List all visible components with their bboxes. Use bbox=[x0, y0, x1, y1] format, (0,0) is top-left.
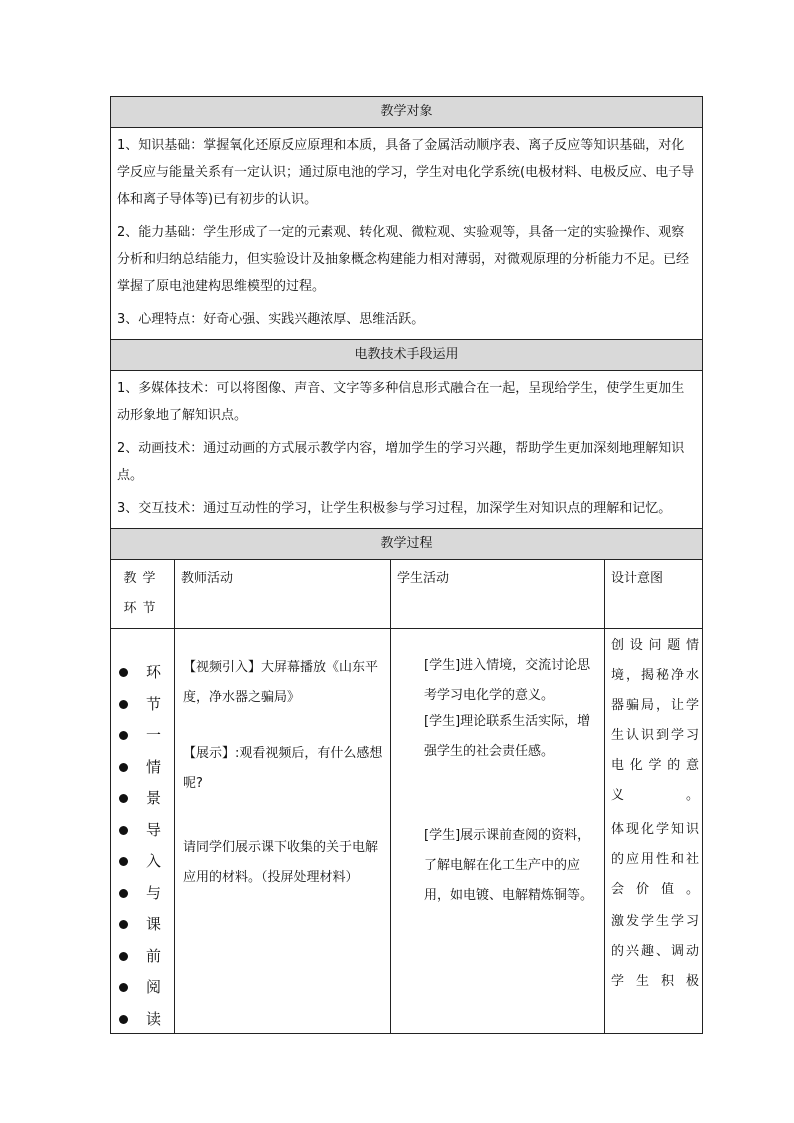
list-item bbox=[119, 972, 161, 1004]
stage-char: 与 bbox=[146, 883, 162, 902]
media-techniques-content bbox=[111, 371, 703, 529]
lesson-plan-table bbox=[110, 96, 703, 1034]
student-real-life: [学生]理论联系生活实际，增强学生的社会责任感。 bbox=[424, 714, 591, 759]
teacher-video-intro: 【视频引入】大屏幕播放《山东平度，净水器之骗局》 bbox=[183, 660, 379, 705]
bullet-icon bbox=[119, 1015, 128, 1024]
stage-char: 节 bbox=[146, 694, 162, 713]
bullet-icon bbox=[119, 889, 128, 898]
lesson-plan-page bbox=[110, 96, 702, 1034]
stage-char: 读 bbox=[146, 1009, 162, 1028]
section-header-media-techniques: 电教技术手段运用 bbox=[111, 340, 703, 371]
teacher-activity-cell bbox=[175, 629, 391, 1034]
stage-char: 阅 bbox=[146, 978, 162, 996]
teacher-show-prompt: 【展示】:观看视频后，有什么感想呢? bbox=[183, 746, 383, 791]
interaction-text: 3、交互技术：通过互动性的学习，让学生积极参与学习过程，加深学生对知识点的理解和记忆。 bbox=[117, 501, 672, 516]
bullet-icon bbox=[119, 700, 128, 709]
ability-basis-text: 2、能力基础：学生形成了一定的元素观、转化观、微粒观、实验观等，具备一定的实验操作、观察分析和归纳总结能力，但实验设计及抽象概念构建能力相对薄弱，对微观原理的分析能力不足。已经掌握了原电池建构思维模型的过程。 bbox=[117, 225, 690, 294]
knowledge-basis-text: 1、知识基础：掌握氧化还原反应原理和本质，具备了金属活动顺序表、离子反应等知识基础，对化学反应与能量关系有一定认识；通过原电池的学习，学生对电化学系统(电极材料、电极反应、电子导体和离子导体等)已有初步的认识。 bbox=[117, 138, 695, 207]
section-header-teaching-objects: 教学对象 bbox=[111, 97, 703, 128]
list-item bbox=[119, 657, 161, 689]
column-header-teacher: 教师活动 bbox=[175, 560, 391, 629]
list-item bbox=[119, 1004, 161, 1036]
list-item bbox=[119, 815, 161, 847]
bullet-icon bbox=[119, 826, 128, 835]
stage-char: 入 bbox=[146, 852, 162, 870]
multimedia-text: 1、多媒体技术：可以将图像、声音、文字等多种信息形式融合在一起，呈现给学生，使学生更加生动形象地了解知识点。 bbox=[117, 381, 685, 423]
stage-char: 环 bbox=[146, 663, 162, 681]
list-item bbox=[119, 909, 161, 941]
list-item bbox=[119, 689, 161, 721]
bullet-icon bbox=[119, 794, 128, 803]
bullet-icon bbox=[119, 731, 128, 740]
bullet-icon bbox=[119, 952, 128, 961]
column-header-stage: 教学环节 bbox=[111, 560, 175, 629]
bullet-icon bbox=[119, 920, 128, 929]
list-item bbox=[119, 752, 161, 784]
bullet-icon bbox=[119, 763, 128, 772]
student-situation: [学生]进入情境，交流讨论思考学习电化学的意义。 bbox=[424, 658, 591, 703]
student-show-materials: [学生]展示课前查阅的资料，了解电解在化工生产中的应用，如电镀、电解精炼铜等。 bbox=[424, 828, 594, 903]
bullet-icon bbox=[119, 668, 128, 677]
design-intent-cell bbox=[605, 629, 703, 1034]
design-intent-3 bbox=[611, 907, 699, 997]
stage-char: 导 bbox=[146, 820, 162, 839]
design-intent-2 bbox=[611, 815, 699, 905]
list-item bbox=[119, 878, 161, 910]
stage-char: 情 bbox=[146, 757, 162, 776]
design-intent-2-text: 体现化学知识的应用性和社会价值。 bbox=[611, 822, 699, 897]
bullet-icon bbox=[119, 983, 128, 992]
design-intent-1-text: 创设问题情境，揭秘净水器骗局，让学生认识到学习电化学的意义。 bbox=[611, 638, 699, 803]
bullet-icon bbox=[119, 857, 128, 866]
list-item bbox=[119, 783, 161, 815]
design-intent-3-text: 激发学生学习的兴趣、调动学生积极 bbox=[611, 914, 699, 989]
stage-cell bbox=[111, 629, 175, 1034]
process-row-stage-1 bbox=[111, 629, 703, 1034]
teacher-materials-request: 请同学们展示课下收集的关于电解应用的材料。（投屏处理材料） bbox=[183, 840, 379, 885]
section-header-teaching-process: 教学过程 bbox=[111, 529, 703, 560]
stage-char: 景 bbox=[146, 789, 162, 807]
column-header-student: 学生活动 bbox=[391, 560, 605, 629]
stage-char: 前 bbox=[146, 946, 162, 965]
design-intent-1 bbox=[611, 631, 699, 811]
teaching-objects-content bbox=[111, 128, 703, 340]
column-header-design: 设计意图 bbox=[605, 560, 703, 629]
stage-char: 课 bbox=[146, 915, 162, 933]
stage-char: 一 bbox=[146, 726, 162, 744]
student-activity-cell bbox=[391, 629, 605, 1034]
animation-text: 2、动画技术：通过动画的方式展示教学内容，增加学生的学习兴趣，帮助学生更加深刻地理解知识点。 bbox=[117, 441, 685, 483]
stage-list bbox=[119, 657, 161, 1035]
list-item bbox=[119, 941, 161, 973]
list-item bbox=[119, 720, 161, 752]
psychology-text: 3、心理特点：好奇心强、实践兴趣浓厚、思维活跃。 bbox=[117, 312, 425, 327]
list-item bbox=[119, 846, 161, 878]
